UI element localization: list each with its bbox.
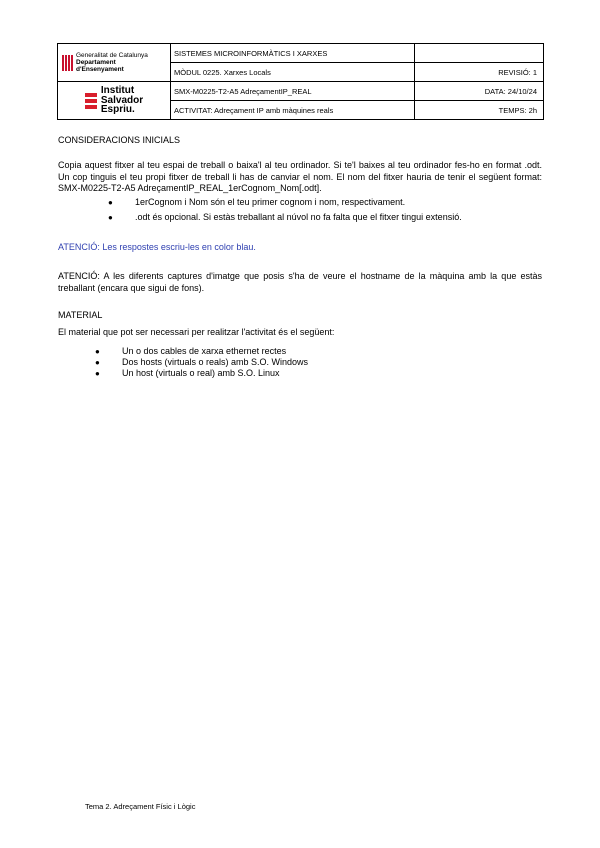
list-item-text: Un host (virtuals o real) amb S.O. Linux [122,368,280,378]
revisio-cell: REVISIÓ: 1 [415,63,544,82]
list-item-text: Un o dos cables de xarxa ethernet rectes [122,346,287,356]
material-intro: El material que pot ser necessari per realitzar l'activitat és el següent: [58,327,335,337]
institut-line1: Institut [100,85,135,97]
gencat-logo-icon [61,55,73,71]
list-item-text: Dos hosts (virtuals o reals) amb S.O. Windows [122,357,309,367]
list-item [95,368,280,380]
bullet-icon: ● [108,198,113,207]
activitat-cell: ACTIVITAT: Adreçament IP amb màquines reals [171,101,415,120]
atencio-blue-note: ATENCIÓ: Les respostes escriu-les en color blau. [58,242,256,252]
gencat-logo-cell [58,44,171,82]
heading-material: MATERIAL [58,310,103,320]
page-footer: Tema 2. Adreçament Físic i Lògic [85,802,196,811]
bullet-icon: ● [95,369,100,378]
institut-line2: Salvador [100,94,144,106]
list-item-text: .odt és opcional. Si estàs treballant al núvol no fa falta que el fitxer tingui extensió. [135,212,462,222]
bullet-icon: ● [95,347,100,356]
temps-cell: TEMPS: 2h [415,101,544,120]
list-item [95,357,309,369]
header-table [57,43,544,120]
list-item-text: 1erCognom i Nom són el teu primer cognom i nom, respectivament. [135,197,406,207]
heading-consideracions: CONSIDERACIONS INICIALS [58,135,181,145]
atencio-hostname-note: ATENCIÓ: A les diferents captures d'imatge que posis s'ha de veure el hostname de la màquina amb la que estàs treballant (encara que sigui de fons). [58,271,542,293]
modul-cell: MÒDUL 0225. Xarxes Locals [171,63,415,82]
department-line1: Departament [76,59,116,66]
list-item [108,197,406,209]
empty-cell [415,44,544,63]
gencat-name: Generalitat de Catalunya [76,52,148,59]
department-line2: d'Ensenyament [76,66,124,73]
cicle-cell: SISTEMES MICROINFORMÀTICS I XARXES [171,44,415,63]
list-item [95,346,287,358]
data-cell: DATA: 24/10/24 [415,82,544,101]
institut-line3: Espriu. [100,104,135,116]
list-item [108,212,462,224]
paragraph-instructions: Copia aquest fitxer al teu espai de treball o baixa'l al teu ordinador. Si te'l baixes al teu ordinador fes-ho en format .odt. Un cop tinguis el teu propi fitxer de treball li has de canviar el nom. El nom del fitxer hauria de tenir el següent format: SMX-M0225-T2-A5 AdreçamentIP_REAL_1erCognom_Nom[.odt]. [58,160,542,193]
institut-logo-icon [85,93,97,109]
codi-cell: SMX-M0225-T2-A5 AdreçamentIP_REAL [171,82,415,101]
institut-logo-cell [58,82,171,120]
bullet-icon: ● [95,358,100,367]
bullet-icon: ● [108,213,113,222]
